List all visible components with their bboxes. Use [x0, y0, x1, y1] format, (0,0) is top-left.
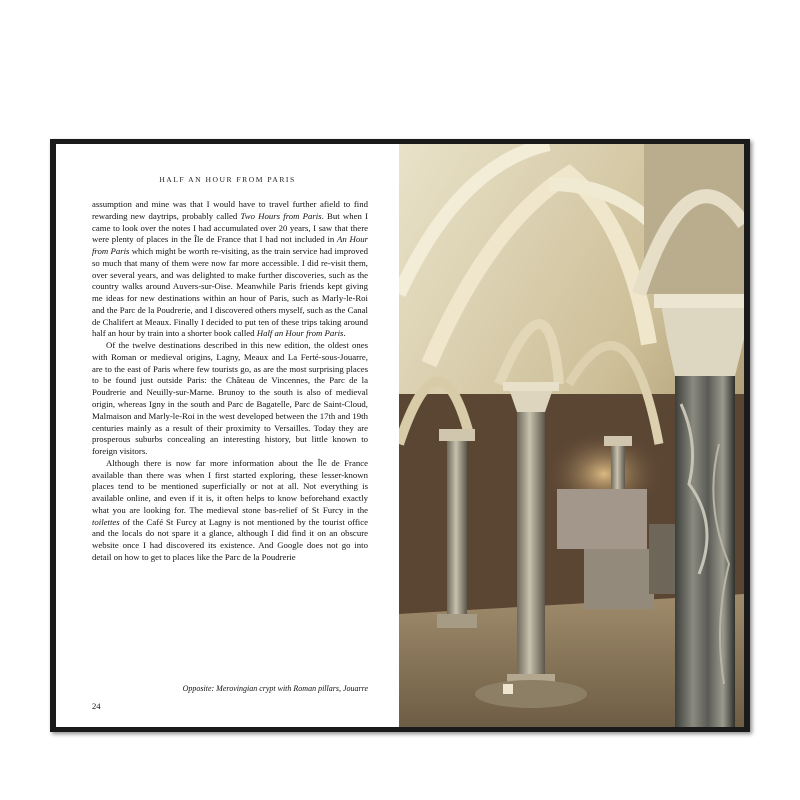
text-run: . — [343, 328, 346, 339]
text-run: assumption and mine was that I would have to travel further afield to find rewarding new daytrips, probably called — [92, 199, 368, 221]
text-run: . But when I came to look over the notes I had accumulated over 20 years, I saw that there were plenty of places in the Île de France that I had not included in — [92, 210, 369, 245]
paragraph-2 — [92, 340, 368, 458]
text-run: toilettes — [92, 516, 120, 527]
crypt-photograph — [399, 144, 744, 727]
body-text — [92, 199, 368, 564]
text-run: Although there is now far more information about the Île de France available than there was when I first started exploring, these lesser-known places tend to be mentioned superficially or not at all. Not everything is available online, and even if it is, it often helps to know beforehand exactly what you are looking for. The medieval stone bas-relief of St Furcy in the — [92, 457, 368, 515]
text-run: of the Café St Furcy at Lagny is not mentioned by the tourist office and the locals do not spare it a glance, although I did find it on an obscure website once I had discovered its existence. And Google does not go into detail on how to get to places like the Parc de la Poudrerie — [92, 516, 368, 562]
text-run: Two Hours from Paris — [240, 210, 322, 221]
left-page — [56, 144, 399, 727]
photo-caption: Opposite: Merovingian crypt with Roman pillars, Jouarre — [182, 684, 368, 693]
text-run: Half an Hour from Paris — [256, 328, 344, 339]
text-run: An Hour from Paris — [92, 234, 368, 257]
page-number: 24 — [92, 701, 101, 711]
paragraph-1 — [92, 199, 368, 340]
book-spread — [50, 139, 750, 732]
paragraph-3 — [92, 458, 368, 564]
running-head: HALF AN HOUR FROM PARIS — [159, 175, 296, 184]
crypt-illustration — [399, 144, 744, 727]
text-run: Of the twelve destinations described in this new edition, the oldest ones with Roman or medieval origins, Lagny, Meaux and La Ferté-sous-Jouarre, are to the east of Paris where few tourists go, as are the most surprising places to be found just outside Paris: the Château de Vincennes, the Parc de la Poudrerie and Neuilly-sur-Marne. Brunoy to the south is also of medieval origin, whereas Igny in the south and Parc de Bagatelle, Parc de Saint-Cloud, Malmaison and Marly-le-Roi in the west developed between the 17th and 19th centuries mainly as a result of their proximity to Versailles. Today they are prosperous suburbs concealing an interesting history, but little known to foreign visitors. — [92, 340, 368, 457]
text-run: which might be worth re-visiting, as the train service had improved so much that many of them were now far more accessible. I did re-visit them, over several years, and was delighted to make further discoveries, such as the country walks around Auvers-sur-Oise. Meanwhile Paris friends kept giving me ideas for new destinations within an hour of Paris, such as Marly-le-Roi and the Parc de la Poudrerie, and I discovered others myself, such as the Canal de Chalifert at Meaux. Finally I decided to put ten of these trips taking around half an hour by train into a shorter book called — [92, 246, 368, 339]
